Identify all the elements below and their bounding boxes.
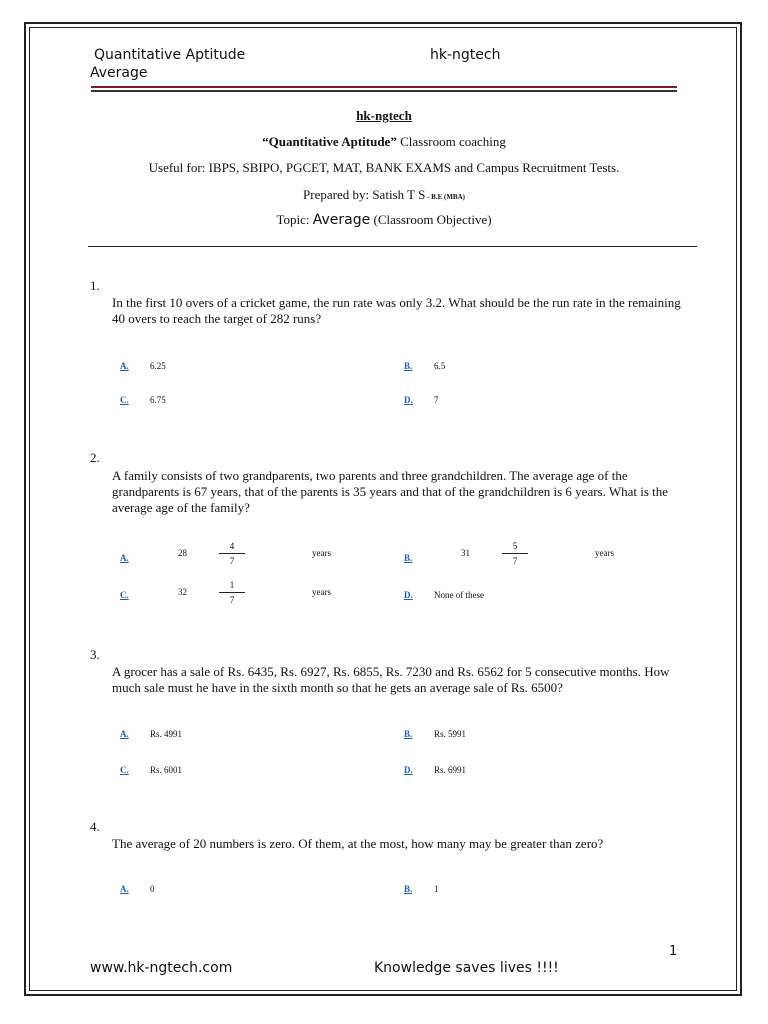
- q1-option-a-value: 6.25: [150, 361, 166, 371]
- question-4-text: The average of 20 numbers is zero. Of them, at the most, how many may be greater than zero?: [112, 836, 604, 851]
- footer-website[interactable]: www.hk-ngtech.com: [90, 960, 233, 976]
- topic-name: Average: [312, 212, 371, 228]
- q2-option-b-unit: years: [595, 548, 614, 558]
- q2-option-c-denominator: 7: [229, 595, 235, 605]
- header-left-title: Quantitative Aptitude: [94, 47, 246, 63]
- brand-title: hk-ngtech: [356, 108, 412, 123]
- q3-option-c-value: Rs. 6001: [150, 765, 183, 775]
- q1-option-d-value: 7: [434, 395, 439, 405]
- coaching-bold: “Quantitative Aptitude”: [262, 134, 397, 149]
- q2-option-c-numerator: 1: [229, 580, 235, 590]
- question-1-number: 1.: [90, 278, 100, 293]
- question-2-text: A family consists of two grandparents, two parents and three grandchildren. The average age of the grandparents is 67 years, that of the parents is 35 years and that of the grandchildren is 6 years. What is the average age of the family?: [112, 468, 669, 515]
- intro-separator: [88, 246, 697, 247]
- q4-option-a[interactable]: A.: [120, 884, 129, 894]
- question-1-text: In the first 10 overs of a cricket game, the run rate was only 3.2. What should be the run rate in the remaining 40 overs to reach the target of 282 runs?: [112, 295, 681, 326]
- question-3-number: 3.: [90, 647, 100, 662]
- q3-option-c[interactable]: C.: [120, 765, 129, 775]
- q1-option-b-value: 6.5: [434, 361, 446, 371]
- q2-option-d[interactable]: D.: [404, 590, 413, 600]
- q2-option-a[interactable]: A.: [120, 553, 129, 563]
- prepared-by: Prepared by: Satish T S: [303, 187, 426, 202]
- q3-option-b[interactable]: B.: [404, 729, 413, 739]
- page-number: 1: [669, 944, 678, 959]
- header-rule-red: [91, 86, 677, 88]
- q2-option-b-denominator: 7: [512, 556, 518, 566]
- fraction-bar: [502, 553, 528, 554]
- q2-option-b-numerator: 5: [512, 541, 518, 551]
- header-left-subtitle: Average: [90, 65, 148, 81]
- q2-option-a-numerator: 4: [229, 541, 235, 551]
- q2-option-c-unit: years: [312, 587, 331, 597]
- prepared-suffix: - B.E (MBA): [425, 193, 465, 201]
- prepared-by-line: [0, 187, 768, 203]
- q4-option-a-value: 0: [150, 884, 155, 894]
- q1-option-c[interactable]: C.: [120, 395, 129, 405]
- question-3-text: A grocer has a sale of Rs. 6435, Rs. 6927, Rs. 6855, Rs. 7230 and Rs. 6562 for 5 consecutive months. How much sale must he have in the sixth month so that he gets an average sale of Rs. 6500?: [112, 664, 670, 695]
- q3-option-b-value: Rs. 5991: [434, 729, 467, 739]
- q2-option-a-denominator: 7: [229, 556, 235, 566]
- topic-line: [0, 212, 768, 228]
- q2-option-a-fraction: [219, 540, 245, 567]
- fraction-bar: [219, 592, 245, 593]
- topic-label: Topic:: [276, 212, 313, 227]
- q4-option-b[interactable]: B.: [404, 884, 413, 894]
- footer-tagline: Knowledge saves lives !!!!: [374, 960, 559, 976]
- q3-option-d[interactable]: D.: [404, 765, 413, 775]
- q2-option-c-whole: 32: [178, 587, 187, 597]
- q4-option-b-value: 1: [434, 884, 439, 894]
- question-2-number: 2.: [90, 450, 100, 465]
- q2-option-a-whole: 28: [178, 548, 187, 558]
- coaching-rest: Classroom coaching: [396, 134, 506, 149]
- coaching-line: [0, 134, 768, 150]
- header-rule-dark: [91, 90, 677, 92]
- q2-option-b[interactable]: B.: [404, 553, 413, 563]
- q2-option-a-unit: years: [312, 548, 331, 558]
- q2-option-d-value: None of these: [434, 590, 484, 600]
- q3-option-a-value: Rs. 4991: [150, 729, 183, 739]
- q2-option-b-whole: 31: [461, 548, 470, 558]
- q2-option-b-fraction: [502, 540, 528, 567]
- q1-option-c-value: 6.75: [150, 395, 166, 405]
- q2-option-c[interactable]: C.: [120, 590, 129, 600]
- topic-suffix: (Classroom Objective): [370, 212, 492, 227]
- q3-option-d-value: Rs. 6991: [434, 765, 467, 775]
- q1-option-a[interactable]: A.: [120, 361, 129, 371]
- q2-option-c-fraction: [219, 579, 245, 606]
- fraction-bar: [219, 553, 245, 554]
- q1-option-d[interactable]: D.: [404, 395, 413, 405]
- question-4-number: 4.: [90, 819, 100, 834]
- useful-for-line: Useful for: IBPS, SBIPO, PGCET, MAT, BANK EXAMS and Campus Recruitment Tests.: [148, 160, 620, 175]
- q1-option-b[interactable]: B.: [404, 361, 413, 371]
- q3-option-a[interactable]: A.: [120, 729, 129, 739]
- header-right-title: hk-ngtech: [430, 47, 501, 63]
